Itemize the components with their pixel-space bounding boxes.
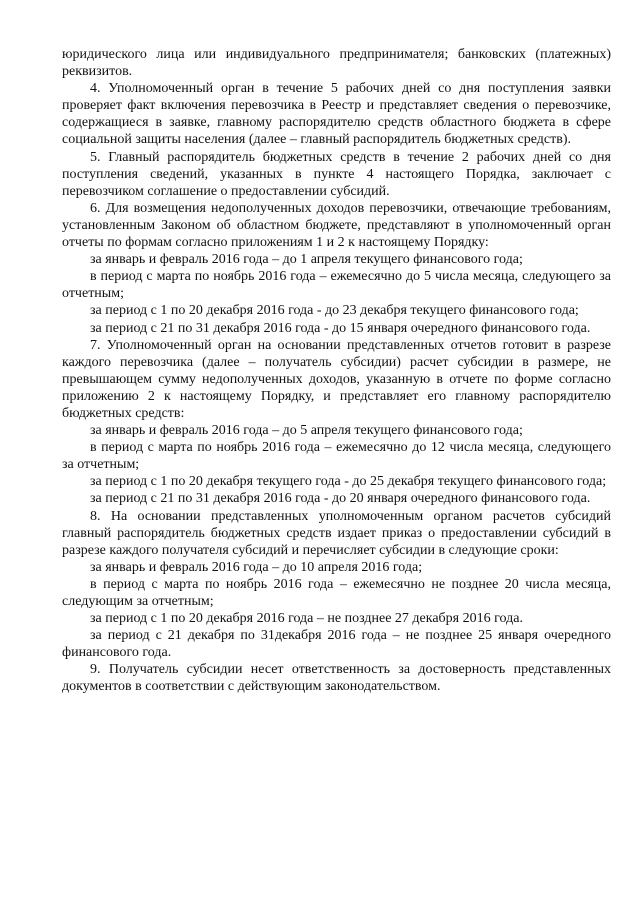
paragraph-item-4: 4. Уполномоченный орган в течение 5 рабочих дней со дня поступления заявки проверяет факт включения перевозчика в Реестр и представляет сведения о перевозчике, содержащиеся в заявке, главному распорядителю средств областного бюджета в сфере социальной защиты населения (далее – главный распорядитель бюджетных средств). <box>62 81 611 148</box>
deadline-item: за период с 1 по 20 декабря текущего года - до 25 декабря текущего финансового года; <box>90 474 607 490</box>
deadline-item: за период с 1 по 20 декабря 2016 года - до 23 декабря текущего финансового года; <box>90 303 579 319</box>
deadline-item: в период с марта по ноябрь 2016 года – ежемесячно не позднее 20 числа месяца, следующим за отчетным; <box>62 576 611 609</box>
deadline-item: за период с 21 по 31 декабря 2016 года - до 15 января очередного финансового года. <box>90 320 591 336</box>
paragraph-item-7: 7. Уполномоченный орган на основании представленных отчетов готовит в разрезе каждого перевозчика (далее – получатель субсидии) расчет субсидии в размере, не превышающем сумму недополученных доходов, указанную в отчете по форме согласно приложению 2 к настоящему Порядку, и представляет его главному распорядителю бюджетных средств: <box>62 337 611 421</box>
deadline-item: в период с марта по ноябрь 2016 года – ежемесячно до 5 числа месяца, следующего за отчетным; <box>62 269 611 302</box>
deadline-item: за январь и февраль 2016 года – до 10 апреля 2016 года; <box>90 559 423 575</box>
paragraph-item-8: 8. На основании представленных уполномоченным органом расчетов субсидий главный распорядитель бюджетных средств издает приказ о предоставлении субсидий в разрезе каждого получателя субсидий и перечисляет субсидии в следующие сроки: <box>62 508 611 558</box>
deadline-item: за период с 1 по 20 декабря 2016 года – не позднее 27 декабря 2016 года. <box>90 611 523 627</box>
document-page <box>62 46 611 696</box>
paragraph-item-6: 6. Для возмещения недополученных доходов перевозчики, отвечающие требованиям, установленным Законом об областном бюджете, представляют в уполномоченный орган отчеты по формам согласно приложениям 1 и 2 к настоящему Порядку: <box>62 200 611 251</box>
paragraph-item-9: 9. Получатель субсидии несет ответственность за достоверность представленных документов в соответствии с действующим законодательством. <box>62 662 611 695</box>
deadline-item: за январь и февраль 2016 года – до 1 апреля текущего финансового года; <box>90 252 523 268</box>
deadline-item: в период с марта по ноябрь 2016 года – ежемесячно до 12 числа месяца, следующего за отчетным; <box>62 440 611 473</box>
deadline-item: за период с 21 по 31 декабря 2016 года - до 20 января очередного финансового года. <box>90 491 591 507</box>
paragraph-item-5: 5. Главный распорядитель бюджетных средств в течение 2 рабочих дней со дня поступления сведений, указанных в пункте 4 настоящего Порядка, заключает с перевозчиком соглашение о предоставлении субсидий. <box>62 149 611 199</box>
paragraph-continuation: юридического лица или индивидуального предпринимателя; банковских (платежных) реквизитов. <box>62 47 611 80</box>
deadline-item: за январь и февраль 2016 года – до 5 апреля текущего финансового года; <box>90 423 523 439</box>
deadline-item: за период с 21 декабря по 31декабря 2016 года – не позднее 25 января очередного финансового года. <box>62 628 611 661</box>
